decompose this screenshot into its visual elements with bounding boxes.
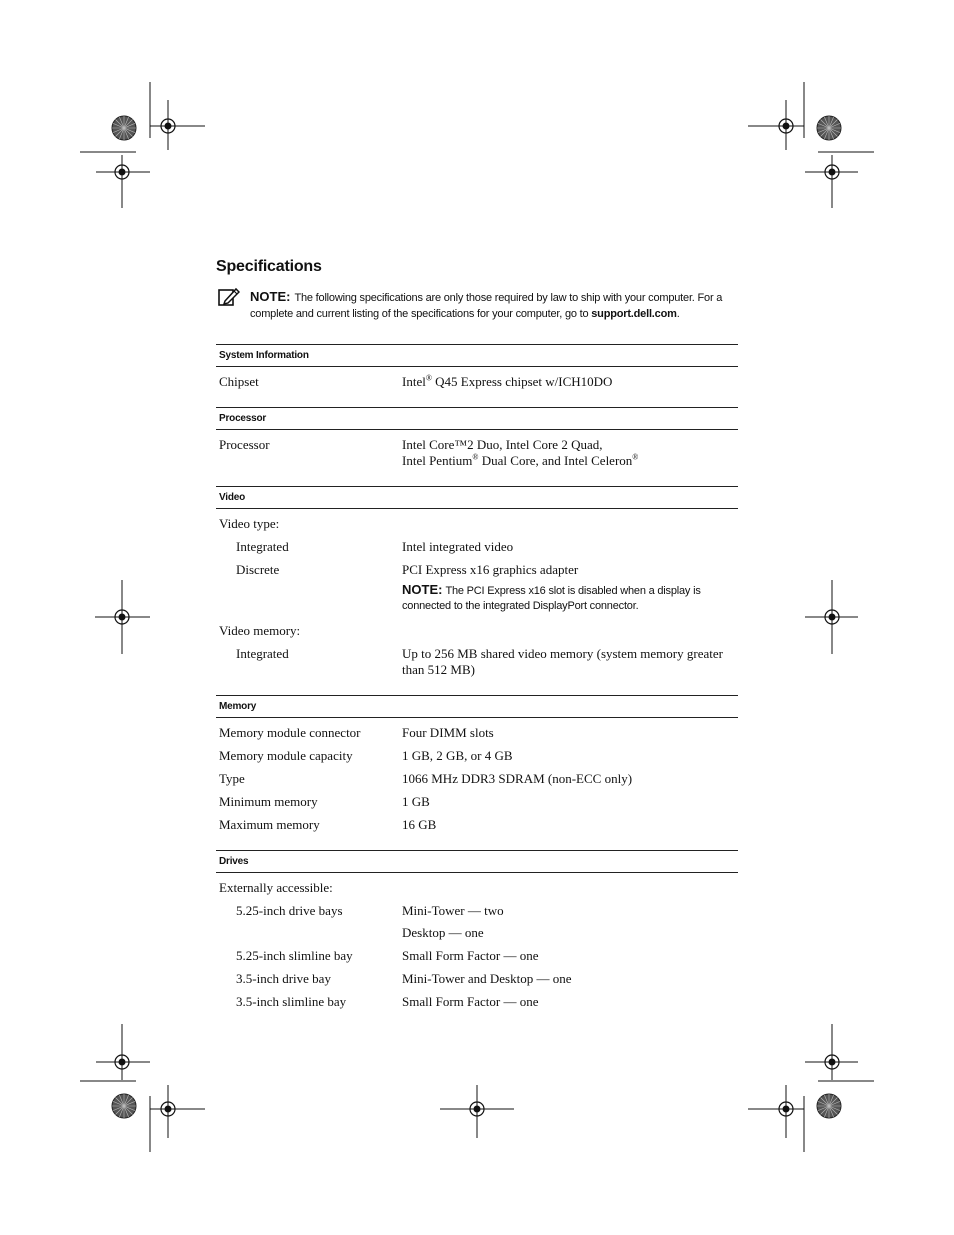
section-heading-video: Video (216, 486, 738, 509)
table-row (216, 767, 738, 790)
table-row (216, 642, 738, 681)
table-row (216, 876, 738, 899)
row-label: Memory module capacity (219, 748, 353, 763)
row-label: 5.25-inch drive bays (236, 903, 343, 918)
crop-mark-bottom-right (748, 1024, 874, 1152)
section-system-information (216, 367, 738, 407)
section-heading-drives: Drives (216, 850, 738, 873)
crop-mark-bottom-center (440, 1085, 514, 1138)
row-label: Memory module connector (219, 725, 361, 740)
table-row (216, 721, 738, 744)
section-processor (216, 430, 738, 486)
row-value: Intel Core™2 Duo, Intel Core 2 Quad, Intel Pentium® Dual Core, and Intel Celeron® (402, 437, 639, 468)
specifications-note (250, 289, 740, 322)
row-label: 3.5-inch slimline bay (236, 994, 347, 1009)
table-row (216, 899, 738, 944)
row-value: Intel® Q45 Express chipset w/ICH10DO (402, 373, 613, 389)
row-value: 16 GB (402, 817, 437, 832)
table-row (216, 535, 738, 558)
row-value: Intel integrated video (402, 539, 514, 554)
table-row (216, 558, 738, 619)
row-value: Mini-Tower — two Desktop — one (402, 903, 504, 940)
row-value: Mini-Tower and Desktop — one (402, 971, 572, 986)
row-label: Integrated (236, 539, 289, 554)
crop-mark-middle-left (95, 580, 150, 654)
page-title: Specifications (216, 258, 322, 275)
row-label: Video type: (219, 516, 280, 531)
crop-mark-top-right (748, 82, 874, 208)
note-text: The following specifications are only those required by law to ship with your computer. For a complete and current listing of the specifications for your computer, go to (250, 292, 723, 320)
row-label: 3.5-inch drive bay (236, 971, 331, 986)
table-row (216, 813, 738, 836)
row-label: Integrated (236, 646, 289, 661)
row-value: 1 GB (402, 794, 430, 809)
row-value: Small Form Factor — one (402, 948, 539, 963)
table-row (216, 967, 738, 990)
row-label: Processor (219, 437, 270, 452)
row-value: PCI Express x16 graphics adapter NOTE: The PCI Express x16 slot is disabled when a display is connected to the integrated DisplayPort connector. (402, 562, 738, 616)
row-value: 1 GB, 2 GB, or 4 GB (402, 748, 513, 763)
row-value: Up to 256 MB shared video memory (system memory greater than 512 MB) (402, 646, 723, 677)
table-row (216, 744, 738, 767)
table-row (216, 944, 738, 967)
support-link[interactable]: support.dell.com (591, 308, 677, 320)
table-row (216, 990, 738, 1013)
note-end: . (676, 308, 680, 320)
row-label: Type (219, 771, 245, 786)
row-label: Chipset (219, 374, 259, 389)
table-row (216, 370, 738, 393)
video-note: NOTE: The PCI Express x16 slot is disabled when a display is connected to the integrated DisplayPort connector. (402, 582, 701, 612)
specifications-table (216, 344, 738, 1027)
section-heading-memory: Memory (216, 695, 738, 718)
row-label: Video memory: (219, 623, 301, 638)
row-label: 5.25-inch slimline bay (236, 948, 353, 963)
crop-mark-middle-right (805, 580, 858, 654)
section-video (216, 509, 738, 695)
section-memory (216, 718, 738, 850)
table-row (216, 790, 738, 813)
table-row (216, 433, 738, 472)
table-row (216, 619, 738, 642)
row-value: Four DIMM slots (402, 725, 494, 740)
section-heading-system-information: System Information (216, 344, 738, 367)
note-label: NOTE: (250, 289, 291, 304)
crop-mark-top-left (80, 82, 205, 208)
section-heading-processor: Processor (216, 407, 738, 430)
section-drives (216, 873, 738, 1027)
crop-mark-bottom-left (80, 1024, 205, 1152)
pencil-note-icon (218, 287, 240, 307)
row-label: Maximum memory (219, 817, 320, 832)
table-row (216, 512, 738, 535)
row-value: Small Form Factor — one (402, 994, 539, 1009)
row-value: 1066 MHz DDR3 SDRAM (non-ECC only) (402, 771, 633, 786)
row-label: Discrete (236, 562, 280, 577)
row-label: Minimum memory (219, 794, 318, 809)
row-label: Externally accessible: (219, 880, 333, 895)
